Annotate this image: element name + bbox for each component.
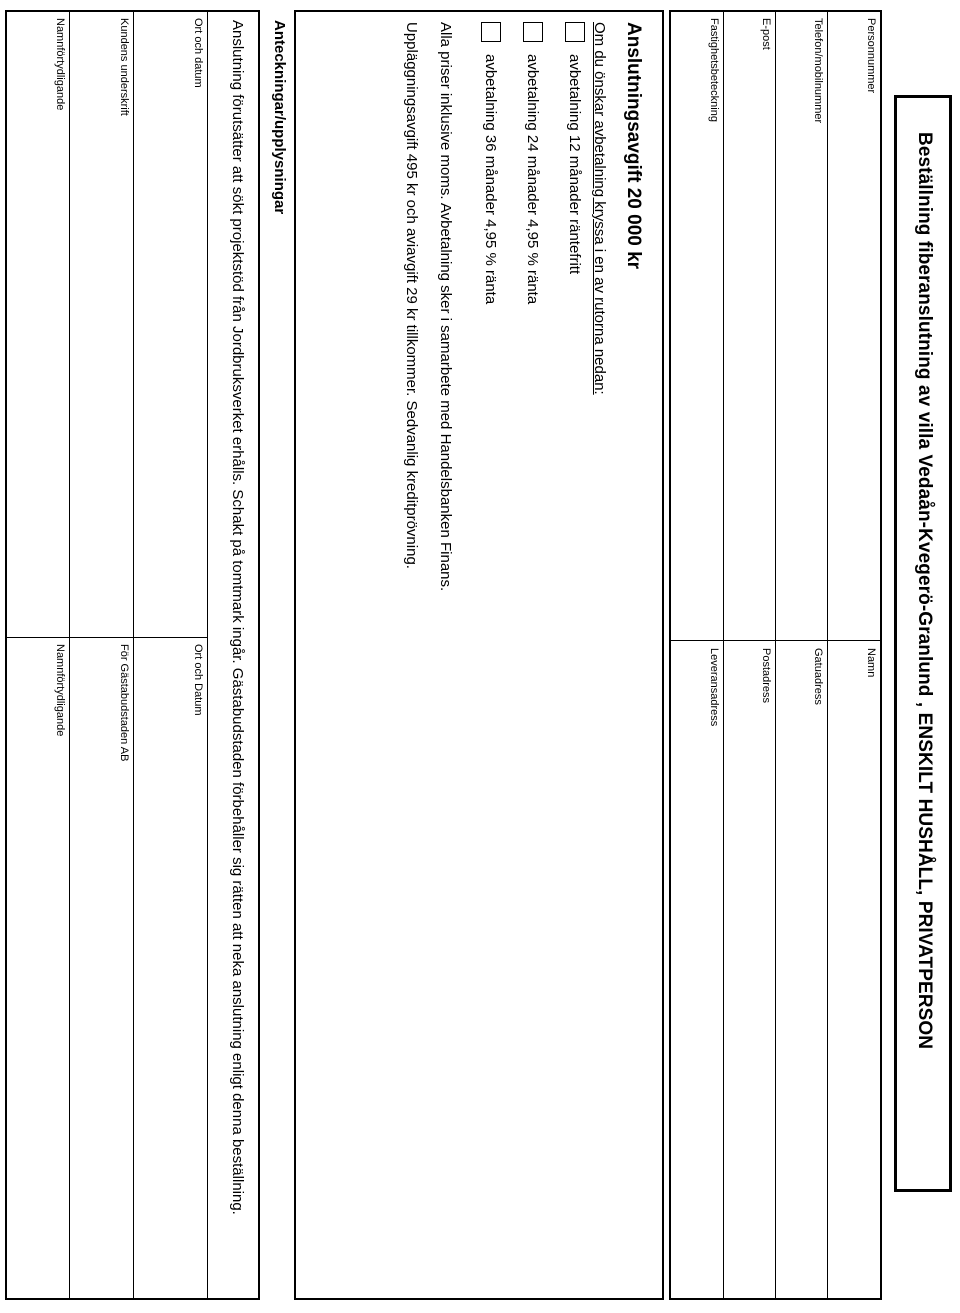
column-divider (671, 640, 880, 641)
form-title: Beställning fiberanslutning av villa Vedaån-Kvegerö-Granlund , ENSKILT HUSHÅLL, PRIVATPERSON (914, 132, 935, 1050)
setup-fee-note: Uppläggningsavgift 495 kr och aviavgift 29 kr tillkommer. Sedvanlig kreditprövning. (403, 22, 420, 569)
installment-option-24[interactable] (523, 22, 543, 304)
installment-option-12[interactable] (565, 22, 585, 274)
checkbox-12-months[interactable] (565, 22, 585, 42)
company-name-clarification-field[interactable]: Namnförtydligande (54, 644, 66, 737)
row-divider (827, 12, 828, 1298)
gatuadress-field[interactable]: Gatuadress (812, 648, 824, 705)
column-divider (7, 637, 208, 638)
namn-field[interactable]: Namn (865, 648, 877, 678)
leveransadress-field[interactable]: Leveransadress (708, 648, 720, 727)
ort-datum-customer-field[interactable]: Ort och datum (192, 18, 204, 88)
notes-title: Anteckningar/upplysningar (271, 20, 288, 215)
disclaimer-text: Anslutning förutsätter att sökt projektstöd från Jordbruksverket erhålls. Schakt på tomtmark ingår. Gästabudstaden förbehåller sig rätten att neka anslutning enligt denna beställning. (229, 20, 246, 1215)
company-signature-field[interactable]: För Gästabudstaden AB (118, 644, 130, 762)
installment-intro: Om du önskar avbetalning kryssa i en av rutorna nedan: (591, 22, 608, 395)
personnummer-field[interactable]: Personnummer (865, 18, 877, 94)
form-title-box (894, 95, 952, 1192)
connection-fee-section (294, 10, 664, 1300)
telefon-field[interactable]: Telefon/mobilnummer (812, 18, 824, 124)
row-divider (207, 12, 208, 1298)
row-divider (133, 12, 134, 1298)
fee-title: Anslutningsavgift 20 000 kr (623, 22, 644, 270)
fastighetsbeteckning-field[interactable]: Fastighetsbeteckning (708, 18, 720, 122)
checkbox-36-months[interactable] (481, 22, 501, 42)
row-divider (69, 12, 70, 1298)
row-divider (723, 12, 724, 1298)
customer-name-clarification-field[interactable]: Namnförtydligande (54, 18, 66, 111)
option-24-label: avbetalning 24 månader 4,95 % ränta (524, 54, 542, 305)
customer-fields-table (669, 10, 882, 1300)
row-divider (775, 12, 776, 1298)
ort-datum-company-field[interactable]: Ort och Datum (192, 644, 204, 716)
prices-note: Alla priser inklusive moms. Avbetalning sker i samarbete med Handelsbanken Finans. (437, 22, 454, 592)
epost-field[interactable]: E-post (760, 18, 772, 50)
customer-signature-field[interactable]: Kundens underskrift (118, 18, 130, 116)
checkbox-24-months[interactable] (523, 22, 543, 42)
postadress-field[interactable]: Postadress (760, 648, 772, 704)
option-36-label: avbetalning 36 månader 4,95 % ränta (482, 54, 500, 305)
installment-option-36[interactable] (481, 22, 501, 304)
signature-section (5, 10, 260, 1300)
option-12-label: avbetalning 12 månader räntefritt (566, 54, 584, 275)
